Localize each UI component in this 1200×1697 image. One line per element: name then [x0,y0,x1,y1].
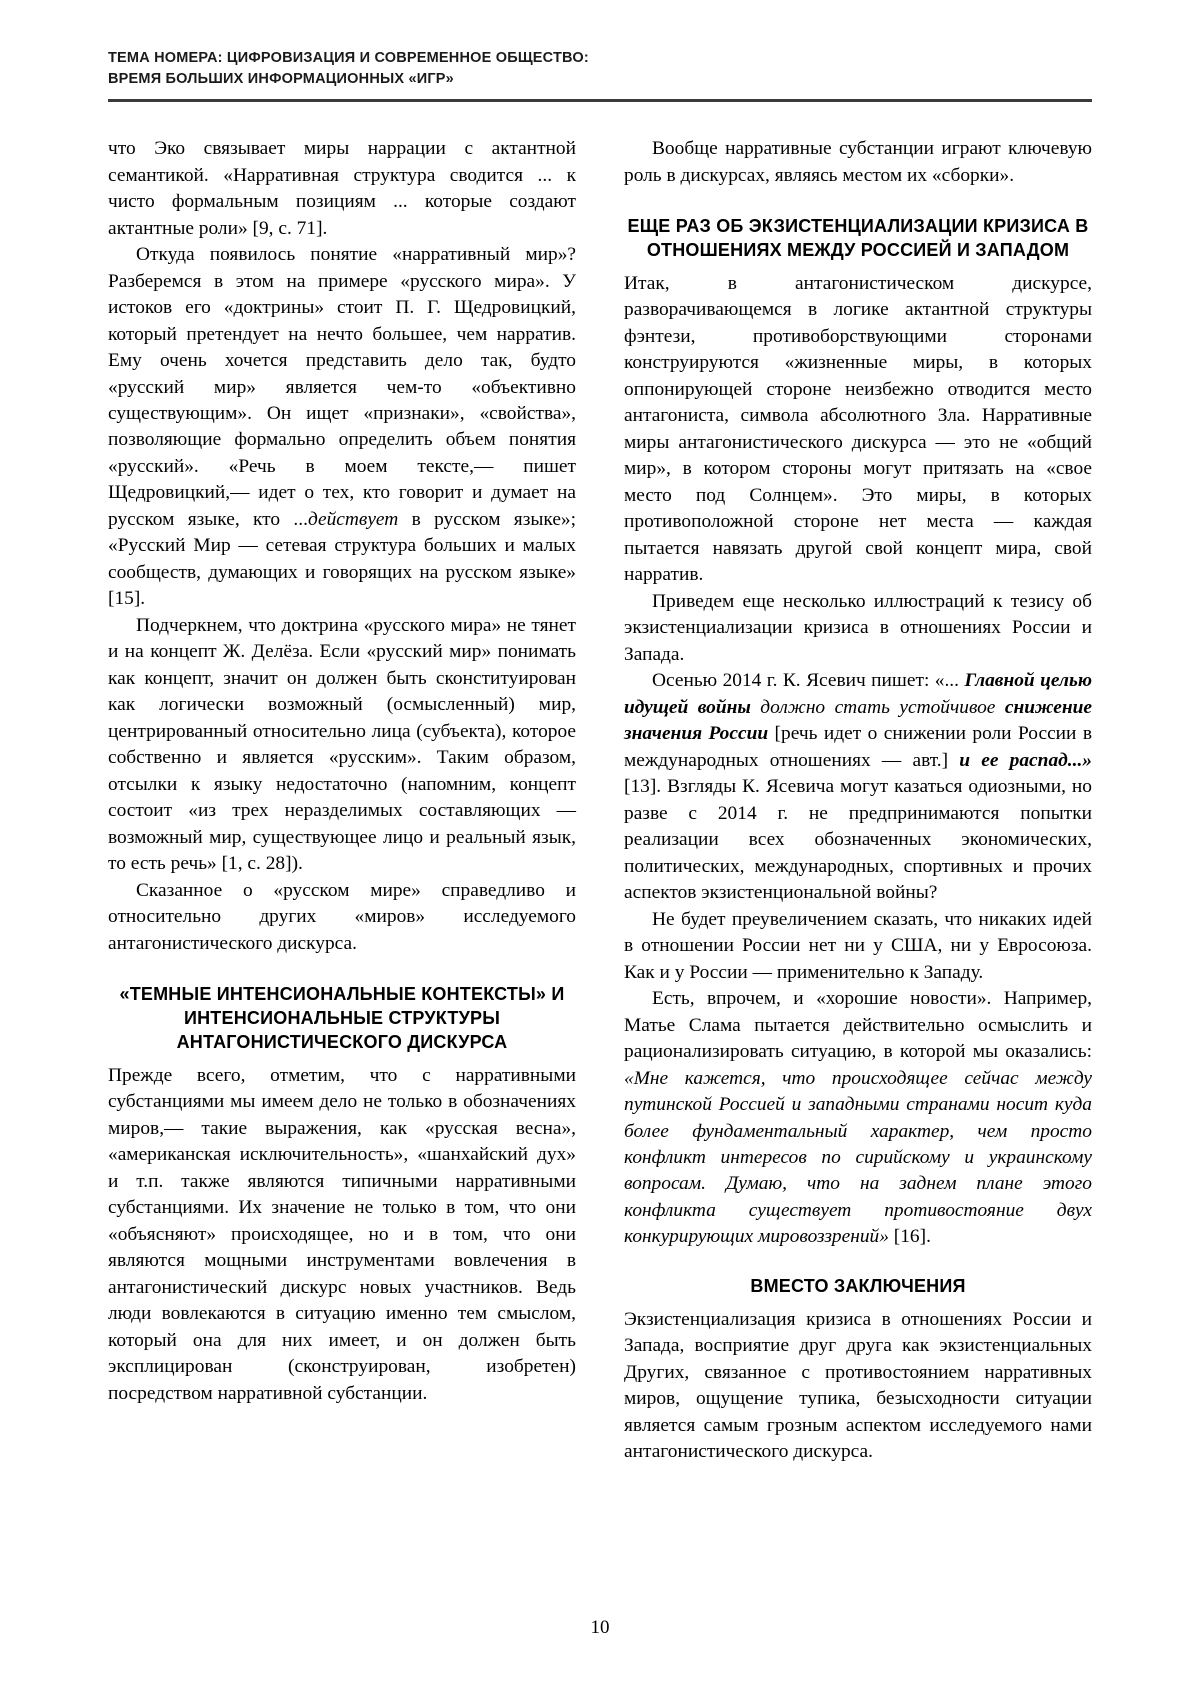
paragraph-emphasis: действует [307,508,399,530]
paragraph-text-tail: [16]. [888,1226,931,1248]
page-number: 10 [590,1617,610,1638]
paragraph: что Эко связывает миры наррации с актантной семантикой. «Нарративная структура сводится ... к чисто формальным позициям ... которые создают актантные роли» [9, с. 71]. [108,138,576,239]
section-heading: «ТЕМНЫЕ ИНТЕНСИОНАЛЬНЫЕ КОНТЕКСТЫ» И ИНТЕНСИОНАЛЬНЫЕ СТРУКТУРЫ АНТАГОНИСТИЧЕСКОГО ДИСКУРСА [119,984,565,1053]
section-heading: ВМЕСТО ЗАКЛЮЧЕНИЯ [750,1275,966,1296]
left-column [108,136,576,1407]
paragraph: Экзистенциализация кризиса в отношениях России и Запада, восприятие друг друга как экзистенциальных Других, связанное с противостоянием нарративных миров, ощущение тупика, безысходности ситуации является самым грозным аспектом исследуемого нами антагонистического дискурса. [624,1308,1092,1463]
paragraph-text: Откуда появилось понятие «нарративный мир»? Разберемся в этом на примере «русского мира». У истоков его «доктрины» стоит П. Г. Щедровицкий, который претендует на нечто большее, чем нарратив. Ему очень хочется представить дело так, будто «русский мир» является чем-то «объективно существующим». Он ищет «признаки», «свойства», позволяющие формально определить объем понятия «русский». «Речь в моем тексте,— пишет Щедровицкий,— идет о тех, кто говорит и думает на русском языке, кто ... [108,244,576,530]
two-column-body [108,136,1092,1466]
running-head-line-2: ВРЕМЯ БОЛЬШИХ ИНФОРМАЦИОННЫХ «ИГР» [108,70,454,87]
paragraph: Прежде всего, отметим, что с нарративными субстанциями мы имеем дело не только в обозначениях миров,— такие выражения, как «русская весна», «американская исключительность», «шанхайский дух» и т.п. также являются типичными нарративными субстанциями. Их значение не только в том, что они «объясняют» происходящее, но и в том, что они являются мощными инструментами вовлечения в антагонистический дискурс новых участников. Ведь люди вовлекаются в ситуацию именно тем смыслом, который она для них имеет, и он должен быть эксплицирован (сконструирован, изобретен) посредством нарративной субстанции. [108,1064,576,1404]
running-head [108,48,1092,89]
paragraph-text: [речь идет о снижении роли России в международных отношениях — авт.] [624,723,1092,771]
paragraph: Вообще нарративные субстанции играют ключевую роль в дискурсах, являясь местом их «сборки». [624,138,1092,186]
paragraph: Не будет преувеличением сказать, что никаких идей в отношении России нет ни у США, ни у Евросоюза. Как и у России — применительно к Западу. [624,908,1092,983]
paragraph-quote-emphasis: «Мне кажется, что происходящее сейчас между путинской Россией и западными странами носит куда более фундаментальный характер, чем просто конфликт интересов по сирийскому и украинскому вопросам. Думаю, что на заднем плане этого конфликта существует противостояние двух конкурирующих мировоззрений» [624,1067,1092,1248]
right-column [624,136,1092,1466]
paragraph-strong-emphasis: Главной целью идущей войны [624,670,1092,718]
paragraph-emphasis: должно стать устойчивое [750,696,1005,718]
paragraph [108,242,576,613]
header-divider [108,99,1092,102]
paragraph: Подчеркнем, что доктрина «русского мира» не тянет и на концепт Ж. Делёза. Если «русский мир» понимать как концепт, значит он должен быть сконституирован как логически возможный (осмысленный) мир, центрированный относительно лица (субъекта), которое собственно и является «русским». Таким образом, отсылки к языку недостаточно (напомним, концепт состоит «из трех неразделимых составляющих — возможный мир, существующее лицо и реальный язык, то есть речь» [1, с. 28]). [108,614,576,875]
paragraph-text: Осенью 2014 г. К. Ясевич пишет: «... [652,670,965,692]
paragraph: Итак, в антагонистическом дискурсе, разворачивающемся в логике актантной структуры фэнтези, противоборствующими сторонами конструируются «жизненные миры, в которых оппонирующей стороне неизбежно отводится место антагониста, символа абсолютного Зла. Нарративные миры антагонистического дискурса — это не «общий мир», в котором стороны могут притязать на «свое место под Солнцем». Это миры, в которых противоположной стороне нет места — каждая пытается навязать другой свой концепт мира, свой нарратив. [624,273,1092,586]
paragraph [624,668,1092,906]
paragraph [624,986,1092,1251]
section-heading: ЕЩЕ РАЗ ОБ ЭКЗИСТЕНЦИАЛИЗАЦИИ КРИЗИСА В ОТНОШЕНИЯХ МЕЖДУ РОССИЕЙ И ЗАПАДОМ [627,216,1089,261]
paragraph: Приведем еще несколько иллюстраций к тезису об экзистенциализации кризиса в отношениях России и Запада. [624,590,1092,665]
paragraph-text-tail: в русском языке»; «Русский Мир — сетевая структура больших и малых сообществ, думающих и говорящих на русском языке» [15]. [108,508,577,610]
paragraph-strong-emphasis: снижение значения России [624,696,1092,745]
paragraph-strong-emphasis: и ее распад...» [959,749,1093,771]
running-head-line-1: ТЕМА НОМЕРА: ЦИФРОВИЗАЦИЯ И СОВРЕМЕННОЕ ОБЩЕСТВО: [108,50,589,66]
paragraph-text: Есть, впрочем, и «хорошие новости». Например, Матье Слама пытается действительно осмыслить и рационализировать ситуацию, в которой мы оказались: [624,988,1092,1063]
paragraph-text-tail: [13]. Взгляды К. Ясевича могут казаться одиозными, но разве с 2014 г. не предпринимаются попытки реализации всех обозначенных экономических, политических, международных, спортивных и прочих аспектов экзистенциональной войны? [624,776,1092,904]
paragraph: Сказанное о «русском мире» справедливо и относительно других «миров» исследуемого антагонистического дискурса. [108,879,576,954]
